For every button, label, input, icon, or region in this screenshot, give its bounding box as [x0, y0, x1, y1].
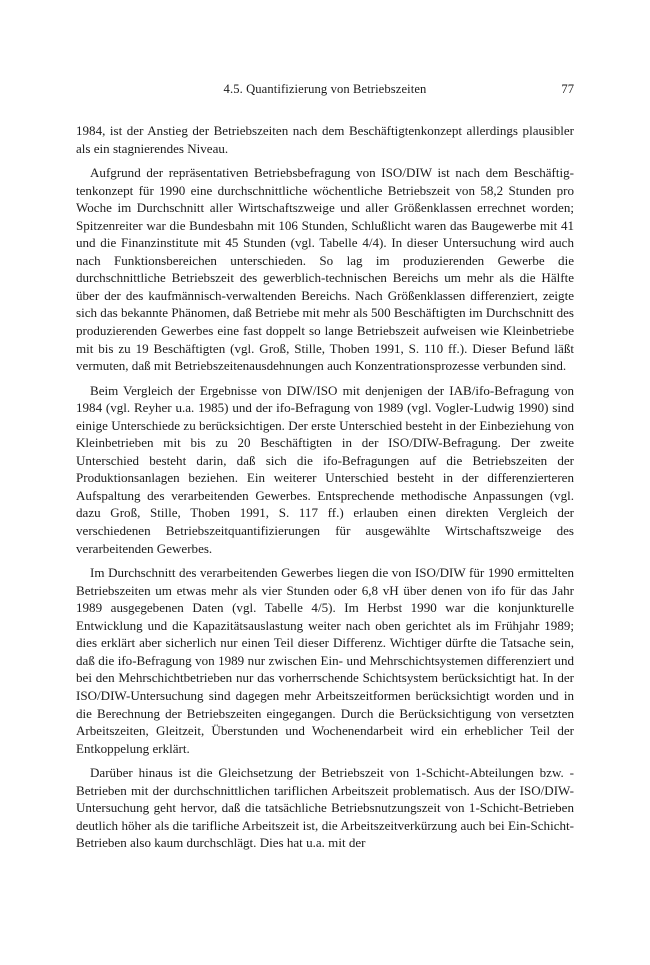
- paragraph-comparison-differences: Beim Vergleich der Ergebnisse von DIW/ISO mit denjenigen der IAB/ifo-Befragung von 1984 (vgl. Reyher u.a. 1985) und der ifo-Befragung von 1989 (vgl. Vogler-Ludwig 1990) sind einige Unterschiede zu berücksichtigen. Der erste Unterschied besteht in der Einbeziehung von Kleinbetrieben mit bis zu 20 Beschäftigten in der ISO/DIW-Befragung. Der zweite Unterschied besteht darin, daß sich die ifo-Befragungen auf die Betriebszeiten der Produktionsanlagen beziehen. Ein weiterer Unterschied besteht in der differenzierteren Aufspaltung des verarbeitenden Gewerbes. Entsprechende methodische Anpassungen (vgl. dazu Groß, Stille, Thoben 1991, S. 117 ff.) erlauben einen direkten Vergleich der verschiedenen Betriebszeitquantifizierungen für ausgewählte Wirtschaftszweige des verarbeitenden Gewerbes.: [76, 382, 574, 556]
- paragraph-iso-diw-survey: Aufgrund der repräsentativen Betriebsbefragung von ISO/DIW ist nach dem Beschäftigtenkonzept für 1990 eine durchschnittliche wöchentliche Betriebszeit von 58,2 Stunden pro Woche im Durchschnitt aller Wirtschaftszweige und aller Größenklassen errechnet worden; Spitzenreiter war die Bundesbahn mit 106 Stunden, Schlußlicht waren das Baugewerbe mit 41 und die Finanzinstitute mit 45 Stunden (vgl. Tabelle 4/4). In dieser Untersuchung wird auch nach Funktionsbereichen unterschieden. So lag im produzierenden Gewerbe die durchschnittliche Betriebszeit des gewerblich-technischen Bereichs um mehr als die Hälfte über der des kaufmännisch-verwaltenden Bereichs. Nach Größenklassen differenziert, zeigte sich das bekannte Phänomen, daß Betriebe mit mehr als 500 Beschäftigten im Durchschnitt des produzierenden Gewerbes eine fast doppelt so lange Betriebszeit aufweisen wie Kleinbetriebe mit bis zu 19 Beschäftigten (vgl. Groß, Stille, Thoben 1991, S. 110 ff.). Dieser Befund läßt vermuten, daß mit Betriebszeitenausdehnungen auch Konzentrationsprozesse verbunden sind.: [76, 165, 574, 374]
- paragraph-manufacturing-average: Im Durchschnitt des verarbeitenden Gewerbes liegen die von ISO/DIW für 1990 ermittelten Betriebszeiten um etwas mehr als vier Stunden oder 6,8 vH über denen von ifo für das Jahr 1989 ausgegebenen Daten (vgl. Tabelle 4/5). Im Herbst 1990 war die konjunkturelle Entwicklung und die Kapazitätsauslastung weiter nach oben gerichtet als im Frühjahr 1989; dies erklärt aber sicherlich nur einen Teil dieser Differenz. Wichtiger dürfte die Tatsache sein, daß die ifo-Befragung von 1989 nur zwischen Ein- und Mehrschichtsystemen differenziert und bei den Mehrschichtbetrieben nur das vorherrschende Schichtsystem berücksichtigt hat. In der ISO/DIW-Untersuchung sind dagegen mehr Arbeitszeitformen berücksichtigt worden und in die Berechnung der Betriebszeiten eingegangen. Durch die Berücksichtigung von versetzten Arbeitszeiten, Gleitzeit, Überstunden und Wochenendarbeit wird ein erheblicher Teil der Entkoppelung erklärt.: [76, 565, 574, 756]
- paragraph-single-shift: Darüber hinaus ist die Gleichsetzung der Betriebszeit von 1-Schicht-Abteilungen bzw. -Betrieben mit der durchschnittlichen tariflichen Arbeitszeit problematisch. Aus der ISO/DIW-Untersuchung geht hervor, daß die tatsächliche Betriebsnutzungszeit von 1-Schicht-Betrieben deutlich höher als die tarifliche Arbeitszeit ist, die Arbeitszeitverkürzung auch bei Ein-Schicht-Betrieben also kaum durchschlägt. Dies hat u.a. mit der: [76, 765, 574, 851]
- body-text: [76, 122, 574, 859]
- running-title: 4.5. Quantifizierung von Betriebszeiten: [223, 82, 427, 96]
- paragraph-continuation: 1984, ist der Anstieg der Betriebszeiten nach dem Beschäftigtenkonzept allerdings plausibler als ein stagnierendes Niveau.: [76, 123, 574, 156]
- page-number: 77: [561, 82, 574, 96]
- running-head: [76, 82, 574, 102]
